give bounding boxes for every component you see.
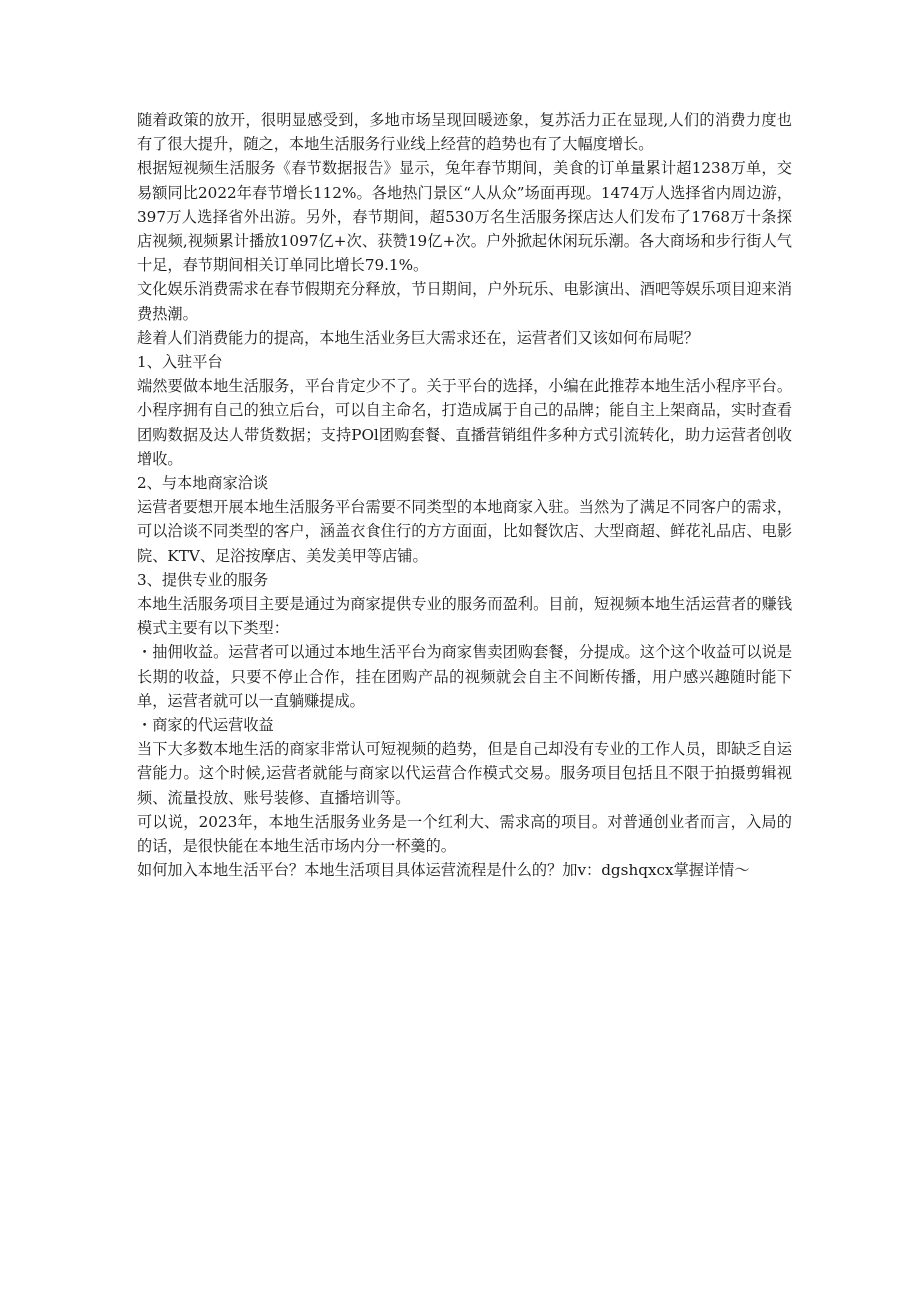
- paragraph-agency: 当下大多数本地生活的商家非常认可短视频的趋势，但是自己却没有专业的工作人员，即缺乏自运营能力。这个时候,运营者就能与商家以代运营合作模式交易。服务项目包括且不限于拍摄剪辑视频、流量投放、账号装修、直播培训等。: [137, 740, 792, 807]
- paragraph-report-data: 根据短视频生活服务《春节数据报告》显示，兔年春节期间，美食的订单量累计超1238万单，交易额同比2022年春节增长112%。各地热门景区“人从众”场面再现。1474万人选择省内周边游，397万人选择省外出游。另外，春节期间，超530万名生活服务探店达人们发布了1768万十条探店视频,视频累计播放1097亿+次、获赞19亿+次。户外掀起休闲玩乐潮。各大商场和步行街人气十足，春节期间相关订单同比增长79.1%。: [137, 159, 792, 275]
- paragraph-intro: 随着政策的放开，很明显感受到，多地市场呈现回暖迹象，复苏活力正在显现,人们的消费力度也有了很大提升，随之，本地生活服务行业线上经营的趋势也有了大幅度增长。: [137, 111, 792, 154]
- paragraph-question: 趁着人们消费能力的提高，本地生活业务巨大需求还在，运营者们又该如何布局呢？: [137, 328, 699, 347]
- paragraph-merchants: 运营者要想开展本地生活服务平台需要不同类型的本地商家入驻。当然为了满足不同客户的需求，可以洽谈不同类型的客户，涵盖衣食住行的方方面面，比如餐饮店、大型商超、鲜花礼品店、电影院、KTV、足浴按摩店、美发美甲等店铺。: [137, 498, 792, 565]
- section-heading-services: 3、提供专业的服务: [137, 570, 269, 589]
- paragraph-contact: 如何加入本地生活平台？本地生活项目具体运营流程是什么的？加v：dgshqxcx掌握详情～: [137, 861, 750, 880]
- paragraph-conclusion: 可以说，2023年，本地生活服务业务是一个红利大、需求高的项目。对普通创业者而言，入局的的话，是很快能在本地生活市场内分一杯羹的。: [137, 812, 792, 856]
- bullet-commission: ・抽佣收益。运营者可以通过本地生活平台为商家售卖团购套餐，分提成。这个这个收益可以说是长期的收益，只要不停止合作，挂在团购产品的视频就会自主不间断传播，用户感兴趣随时能下单，运营者就可以一直躺赚提成。: [137, 643, 792, 710]
- paragraph-entertainment: 文化娱乐消费需求在春节假期充分释放，节日期间，户外玩乐、电影演出、酒吧等娱乐项目迎来消费热潮。: [137, 280, 792, 323]
- paragraph-platform: 端然要做本地生活服务，平台肯定少不了。关于平台的选择，小编在此推荐本地生活小程序平台。小程序拥有自己的独立后台，可以自主命名，打造成属于自己的品牌；能自主上架商品，实时查看团购数据及达人带货数据；支持POl团购套餐、直播营销组件多种方式引流转化，助力运营者创收增收。: [137, 377, 792, 468]
- section-heading-merchants: 2、与本地商家洽谈: [137, 474, 269, 493]
- paragraph-services: 本地生活服务项目主要是通过为商家提供专业的服务而盈利。目前，短视频本地生活运营者的赚钱模式主要有以下类型：: [137, 595, 792, 638]
- document-body: [137, 108, 792, 883]
- section-heading-platform: 1、入驻平台: [137, 353, 223, 372]
- bullet-agency: ・商家的代运营收益: [137, 716, 274, 735]
